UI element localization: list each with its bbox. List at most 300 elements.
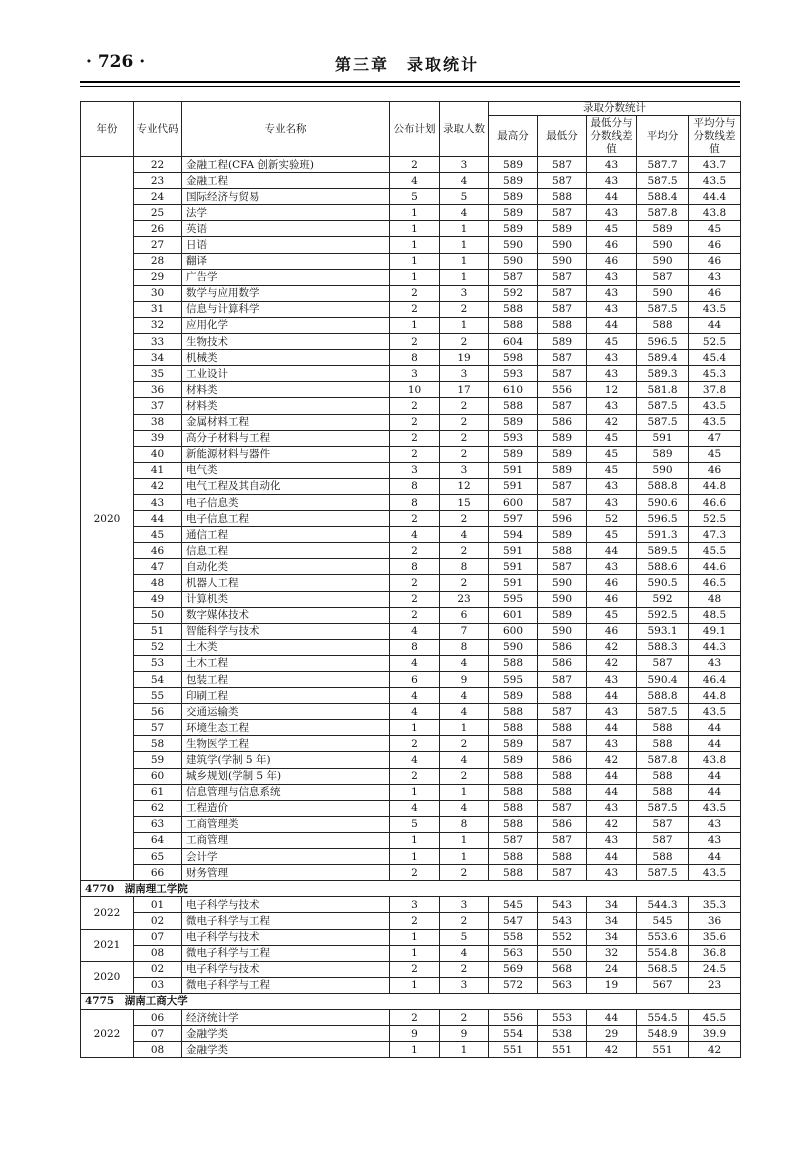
cell-plan: 1	[390, 237, 440, 253]
cell-code: 56	[134, 704, 182, 720]
cell-name: 信息管理与信息系统	[182, 784, 390, 800]
cell-code: 42	[134, 478, 182, 494]
year-cell: 2021	[81, 929, 134, 961]
cell-name: 建筑学(学制 5 年)	[182, 752, 390, 768]
table-row	[81, 189, 741, 205]
table-row	[81, 591, 741, 607]
cell-admitted: 1	[440, 221, 489, 237]
cell-name: 计算机类	[182, 591, 390, 607]
cell-max: 589	[489, 736, 538, 752]
cell-avg_diff: 43.5	[689, 398, 741, 414]
cell-min_diff: 43	[587, 350, 637, 366]
table-row	[81, 672, 741, 688]
cell-avg: 587.5	[637, 301, 689, 317]
cell-avg: 592	[637, 591, 689, 607]
chapter-title: 第三章 录取统计	[335, 55, 480, 74]
cell-plan: 2	[390, 1009, 440, 1025]
cell-name: 微电子科学与工程	[182, 945, 390, 961]
table-row	[81, 221, 741, 237]
cell-code: 22	[134, 157, 182, 173]
cell-min: 586	[538, 752, 587, 768]
cell-admitted: 8	[440, 816, 489, 832]
cell-plan: 1	[390, 205, 440, 221]
cell-min_diff: 44	[587, 768, 637, 784]
cell-min: 588	[538, 543, 587, 559]
cell-min_diff: 45	[587, 430, 637, 446]
cell-min: 587	[538, 398, 587, 414]
table-row	[81, 350, 741, 366]
table-row	[81, 784, 741, 800]
cell-avg: 553.6	[637, 929, 689, 945]
cell-min_diff: 34	[587, 929, 637, 945]
header-rule-thin	[80, 86, 740, 87]
cell-min: 589	[538, 430, 587, 446]
cell-min: 589	[538, 607, 587, 623]
cell-avg: 590	[637, 253, 689, 269]
cell-min_diff: 46	[587, 591, 637, 607]
cell-plan: 2	[390, 157, 440, 173]
cell-name: 国际经济与贸易	[182, 189, 390, 205]
cell-min: 543	[538, 913, 587, 929]
cell-min_diff: 46	[587, 253, 637, 269]
cell-max: 588	[489, 768, 538, 784]
cell-admitted: 2	[440, 961, 489, 977]
cell-plan: 1	[390, 945, 440, 961]
cell-max: 588	[489, 398, 538, 414]
cell-avg_diff: 43.5	[689, 704, 741, 720]
cell-avg: 588.3	[637, 639, 689, 655]
cell-plan: 4	[390, 800, 440, 816]
table-row	[81, 559, 741, 575]
cell-min: 588	[538, 189, 587, 205]
cell-plan: 1	[390, 253, 440, 269]
cell-min: 552	[538, 929, 587, 945]
cell-min: 588	[538, 317, 587, 333]
col-plan: 公布计划	[390, 102, 440, 157]
cell-min_diff: 45	[587, 607, 637, 623]
cell-avg: 588.6	[637, 559, 689, 575]
cell-name: 广告学	[182, 269, 390, 285]
cell-code: 07	[134, 1026, 182, 1042]
table-row	[81, 334, 741, 350]
cell-avg: 589	[637, 446, 689, 462]
cell-code: 23	[134, 173, 182, 189]
cell-admitted: 2	[440, 736, 489, 752]
table-row	[81, 688, 741, 704]
cell-min_diff: 32	[587, 945, 637, 961]
cell-max: 589	[489, 752, 538, 768]
cell-code: 61	[134, 784, 182, 800]
cell-name: 英语	[182, 221, 390, 237]
cell-min_diff: 42	[587, 639, 637, 655]
col-avg-diff: 平均分与分数线差值	[689, 116, 741, 157]
cell-admitted: 2	[440, 768, 489, 784]
cell-min_diff: 24	[587, 961, 637, 977]
cell-admitted: 2	[440, 575, 489, 591]
cell-avg_diff: 36	[689, 913, 741, 929]
cell-code: 08	[134, 1042, 182, 1058]
cell-avg: 581.8	[637, 382, 689, 398]
cell-max: 588	[489, 720, 538, 736]
cell-admitted: 2	[440, 913, 489, 929]
cell-avg_diff: 43.5	[689, 301, 741, 317]
cell-admitted: 4	[440, 704, 489, 720]
cell-plan: 4	[390, 752, 440, 768]
cell-avg_diff: 46	[689, 285, 741, 301]
cell-max: 589	[489, 414, 538, 430]
cell-avg: 588.8	[637, 688, 689, 704]
cell-plan: 2	[390, 414, 440, 430]
cell-min_diff: 43	[587, 173, 637, 189]
cell-min_diff: 43	[587, 832, 637, 848]
cell-name: 机械类	[182, 350, 390, 366]
cell-avg_diff: 46.5	[689, 575, 741, 591]
cell-code: 35	[134, 366, 182, 382]
table-row	[81, 720, 741, 736]
cell-avg: 588	[637, 784, 689, 800]
cell-max: 563	[489, 945, 538, 961]
cell-code: 36	[134, 382, 182, 398]
col-year: 年份	[81, 102, 134, 157]
cell-avg_diff: 45.5	[689, 543, 741, 559]
cell-avg: 591	[637, 430, 689, 446]
cell-admitted: 1	[440, 720, 489, 736]
cell-admitted: 1	[440, 832, 489, 848]
cell-min: 553	[538, 1009, 587, 1025]
cell-avg_diff: 43.5	[689, 414, 741, 430]
cell-max: 588	[489, 655, 538, 671]
cell-avg_diff: 46.4	[689, 672, 741, 688]
cell-min_diff: 45	[587, 527, 637, 543]
cell-code: 51	[134, 623, 182, 639]
cell-max: 589	[489, 157, 538, 173]
cell-admitted: 4	[440, 527, 489, 543]
cell-min_diff: 43	[587, 285, 637, 301]
cell-avg: 587	[637, 655, 689, 671]
cell-min_diff: 43	[587, 672, 637, 688]
cell-code: 52	[134, 639, 182, 655]
table-row	[81, 655, 741, 671]
cell-avg_diff: 44	[689, 849, 741, 865]
table-row	[81, 929, 741, 945]
cell-code: 37	[134, 398, 182, 414]
cell-min_diff: 43	[587, 269, 637, 285]
table-row	[81, 543, 741, 559]
cell-name: 土木类	[182, 639, 390, 655]
cell-min_diff: 44	[587, 688, 637, 704]
cell-name: 电子科学与技术	[182, 897, 390, 913]
table-row	[81, 205, 741, 221]
cell-avg_diff: 44.3	[689, 639, 741, 655]
cell-code: 46	[134, 543, 182, 559]
cell-max: 591	[489, 462, 538, 478]
table-row	[81, 704, 741, 720]
cell-min_diff: 43	[587, 478, 637, 494]
admission-table	[80, 101, 741, 1058]
cell-code: 60	[134, 768, 182, 784]
header-rule	[80, 81, 740, 83]
cell-avg: 587.5	[637, 398, 689, 414]
cell-code: 38	[134, 414, 182, 430]
cell-plan: 1	[390, 784, 440, 800]
cell-plan: 2	[390, 334, 440, 350]
cell-code: 06	[134, 1009, 182, 1025]
cell-max: 588	[489, 704, 538, 720]
cell-avg: 589.3	[637, 366, 689, 382]
cell-name: 材料类	[182, 398, 390, 414]
cell-min: 550	[538, 945, 587, 961]
cell-min_diff: 12	[587, 382, 637, 398]
cell-max: 591	[489, 478, 538, 494]
cell-min_diff: 42	[587, 655, 637, 671]
section-row	[81, 993, 741, 1009]
cell-admitted: 4	[440, 945, 489, 961]
cell-avg_diff: 52.5	[689, 334, 741, 350]
table-row	[81, 478, 741, 494]
cell-avg: 554.8	[637, 945, 689, 961]
cell-admitted: 2	[440, 511, 489, 527]
cell-code: 02	[134, 961, 182, 977]
cell-max: 598	[489, 350, 538, 366]
cell-min: 587	[538, 366, 587, 382]
col-group: 录取分数统计	[489, 102, 741, 116]
cell-avg: 588	[637, 317, 689, 333]
table-row	[81, 1009, 741, 1025]
cell-name: 微电子科学与工程	[182, 977, 390, 993]
table-row	[81, 414, 741, 430]
table-row	[81, 285, 741, 301]
table-row	[81, 398, 741, 414]
cell-plan: 2	[390, 511, 440, 527]
cell-min: 587	[538, 205, 587, 221]
cell-avg_diff: 46.6	[689, 494, 741, 510]
cell-plan: 5	[390, 189, 440, 205]
cell-avg: 590	[637, 462, 689, 478]
cell-plan: 2	[390, 607, 440, 623]
cell-avg_diff: 36.8	[689, 945, 741, 961]
cell-avg_diff: 44	[689, 784, 741, 800]
section-title: 4770 湖南理工学院	[81, 881, 741, 897]
cell-code: 50	[134, 607, 182, 623]
cell-avg_diff: 44.8	[689, 478, 741, 494]
cell-avg: 587.5	[637, 800, 689, 816]
cell-avg: 590	[637, 237, 689, 253]
cell-min: 587	[538, 672, 587, 688]
cell-code: 26	[134, 221, 182, 237]
cell-code: 30	[134, 285, 182, 301]
cell-max: 588	[489, 301, 538, 317]
cell-max: 591	[489, 559, 538, 575]
cell-code: 62	[134, 800, 182, 816]
table-row	[81, 253, 741, 269]
cell-plan: 4	[390, 527, 440, 543]
cell-avg: 587	[637, 816, 689, 832]
cell-avg: 548.9	[637, 1026, 689, 1042]
cell-code: 24	[134, 189, 182, 205]
cell-admitted: 4	[440, 205, 489, 221]
cell-max: 590	[489, 253, 538, 269]
cell-avg_diff: 42	[689, 1042, 741, 1058]
cell-name: 工程造价	[182, 800, 390, 816]
cell-avg: 587.5	[637, 704, 689, 720]
cell-plan: 1	[390, 977, 440, 993]
cell-min: 587	[538, 350, 587, 366]
cell-avg_diff: 44	[689, 736, 741, 752]
cell-name: 生物技术	[182, 334, 390, 350]
cell-plan: 4	[390, 688, 440, 704]
cell-code: 31	[134, 301, 182, 317]
cell-min_diff: 19	[587, 977, 637, 993]
cell-code: 43	[134, 494, 182, 510]
table-row	[81, 1042, 741, 1058]
cell-avg: 590.6	[637, 494, 689, 510]
cell-min: 568	[538, 961, 587, 977]
cell-min: 587	[538, 865, 587, 881]
cell-admitted: 2	[440, 543, 489, 559]
cell-name: 电子科学与技术	[182, 961, 390, 977]
cell-name: 电气工程及其自动化	[182, 478, 390, 494]
cell-code: 03	[134, 977, 182, 993]
cell-admitted: 2	[440, 398, 489, 414]
cell-code: 34	[134, 350, 182, 366]
cell-min_diff: 44	[587, 543, 637, 559]
cell-min_diff: 42	[587, 752, 637, 768]
section-row	[81, 881, 741, 897]
cell-admitted: 1	[440, 1042, 489, 1058]
cell-code: 41	[134, 462, 182, 478]
cell-name: 日语	[182, 237, 390, 253]
cell-avg: 587.5	[637, 865, 689, 881]
cell-min_diff: 43	[587, 301, 637, 317]
cell-min_diff: 43	[587, 736, 637, 752]
cell-max: 597	[489, 511, 538, 527]
cell-admitted: 4	[440, 800, 489, 816]
cell-code: 53	[134, 655, 182, 671]
cell-plan: 1	[390, 1042, 440, 1058]
cell-min: 586	[538, 414, 587, 430]
cell-code: 28	[134, 253, 182, 269]
cell-avg: 587	[637, 269, 689, 285]
cell-code: 66	[134, 865, 182, 881]
cell-admitted: 15	[440, 494, 489, 510]
cell-avg_diff: 43	[689, 816, 741, 832]
cell-avg_diff: 48	[689, 591, 741, 607]
cell-name: 电子信息类	[182, 494, 390, 510]
cell-avg: 592.5	[637, 607, 689, 623]
cell-code: 40	[134, 446, 182, 462]
cell-max: 591	[489, 575, 538, 591]
cell-min: 588	[538, 784, 587, 800]
table-row	[81, 575, 741, 591]
cell-name: 信息与计算科学	[182, 301, 390, 317]
cell-plan: 8	[390, 494, 440, 510]
cell-min_diff: 34	[587, 897, 637, 913]
cell-avg: 587.5	[637, 414, 689, 430]
cell-min_diff: 43	[587, 865, 637, 881]
cell-code: 55	[134, 688, 182, 704]
cell-admitted: 3	[440, 157, 489, 173]
cell-min: 590	[538, 591, 587, 607]
cell-min_diff: 29	[587, 1026, 637, 1042]
cell-min: 551	[538, 1042, 587, 1058]
cell-max: 588	[489, 849, 538, 865]
cell-plan: 2	[390, 591, 440, 607]
cell-admitted: 8	[440, 639, 489, 655]
cell-avg_diff: 37.8	[689, 382, 741, 398]
table-row	[81, 494, 741, 510]
cell-name: 金融学类	[182, 1042, 390, 1058]
cell-max: 558	[489, 929, 538, 945]
cell-code: 32	[134, 317, 182, 333]
cell-min_diff: 46	[587, 575, 637, 591]
cell-min: 587	[538, 494, 587, 510]
cell-min_diff: 43	[587, 704, 637, 720]
cell-plan: 8	[390, 559, 440, 575]
col-avg: 平均分	[637, 116, 689, 157]
cell-min: 587	[538, 301, 587, 317]
table-row	[81, 237, 741, 253]
table-row	[81, 446, 741, 462]
cell-avg_diff: 43.8	[689, 752, 741, 768]
cell-admitted: 2	[440, 430, 489, 446]
cell-max: 590	[489, 639, 538, 655]
cell-max: 595	[489, 591, 538, 607]
cell-avg_diff: 45	[689, 446, 741, 462]
cell-plan: 1	[390, 269, 440, 285]
cell-avg_diff: 39.9	[689, 1026, 741, 1042]
cell-min: 587	[538, 269, 587, 285]
cell-plan: 2	[390, 961, 440, 977]
cell-name: 机器人工程	[182, 575, 390, 591]
cell-min_diff: 44	[587, 849, 637, 865]
cell-admitted: 3	[440, 366, 489, 382]
cell-name: 金融工程(CFA 创新实验班)	[182, 157, 390, 173]
cell-code: 58	[134, 736, 182, 752]
cell-name: 印刷工程	[182, 688, 390, 704]
cell-min: 596	[538, 511, 587, 527]
table-row	[81, 366, 741, 382]
col-max: 最高分	[489, 116, 538, 157]
cell-min: 589	[538, 334, 587, 350]
cell-admitted: 4	[440, 752, 489, 768]
cell-admitted: 1	[440, 253, 489, 269]
cell-avg: 551	[637, 1042, 689, 1058]
cell-min_diff: 44	[587, 720, 637, 736]
cell-admitted: 4	[440, 655, 489, 671]
cell-code: 39	[134, 430, 182, 446]
cell-avg: 596.5	[637, 511, 689, 527]
cell-name: 高分子材料与工程	[182, 430, 390, 446]
cell-avg: 587.5	[637, 173, 689, 189]
table-row	[81, 897, 741, 913]
cell-max: 589	[489, 173, 538, 189]
cell-admitted: 5	[440, 189, 489, 205]
cell-name: 环境生态工程	[182, 720, 390, 736]
cell-code: 49	[134, 591, 182, 607]
cell-avg_diff: 44.8	[689, 688, 741, 704]
cell-name: 自动化类	[182, 559, 390, 575]
col-code: 专业代码	[134, 102, 182, 157]
cell-min: 587	[538, 704, 587, 720]
cell-plan: 2	[390, 768, 440, 784]
cell-max: 595	[489, 672, 538, 688]
cell-avg: 588	[637, 720, 689, 736]
cell-min_diff: 43	[587, 398, 637, 414]
cell-name: 信息工程	[182, 543, 390, 559]
cell-min_diff: 45	[587, 446, 637, 462]
cell-min_diff: 42	[587, 816, 637, 832]
cell-name: 经济统计学	[182, 1009, 390, 1025]
